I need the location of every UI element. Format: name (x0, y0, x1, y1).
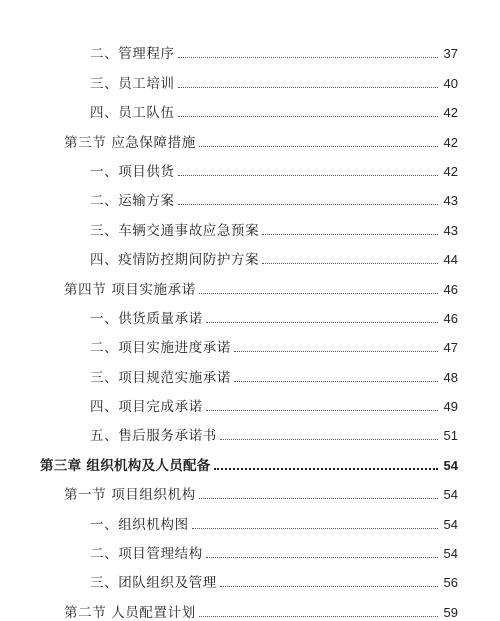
toc-entry[interactable] (0, 386, 500, 415)
dot-leader (214, 468, 438, 470)
toc-page-number: 42 (443, 163, 458, 179)
dot-leader (220, 586, 438, 587)
dot-leader (262, 234, 438, 235)
toc-entry-title: 五、售后服务承诺书 (90, 428, 217, 445)
toc-entry-title: 三、车辆交通事故应急预案 (90, 222, 260, 239)
dot-leader (206, 557, 438, 558)
toc-entry-title: 二、管理程序 (90, 46, 175, 63)
toc-entry[interactable] (0, 356, 500, 385)
toc-page-number: 51 (443, 428, 458, 444)
toc-entry-title: 一、供货质量承诺 (90, 310, 203, 327)
toc-page-number: 37 (443, 46, 458, 62)
toc-page-number: 54 (443, 516, 458, 532)
toc-entry[interactable] (0, 151, 500, 180)
toc-page-number: 43 (443, 222, 458, 238)
toc-entry-title: 第三章 组织机构及人员配备 (40, 457, 211, 474)
dot-leader (234, 381, 438, 382)
dot-leader (262, 263, 438, 264)
toc-page-number: 43 (443, 193, 458, 209)
dot-leader (199, 498, 438, 499)
toc-entry-title: 第三节 应急保障措施 (64, 134, 196, 151)
toc-entry[interactable] (0, 298, 500, 327)
toc-entry[interactable] (0, 33, 500, 62)
toc-page-number: 46 (443, 281, 458, 297)
toc-entry-title: 二、项目实施进度承诺 (90, 340, 231, 357)
toc-entry-title: 二、运输方案 (90, 193, 175, 210)
toc-entry-title: 一、项目供货 (90, 163, 175, 180)
table-of-contents (0, 33, 500, 621)
toc-page-number: 48 (443, 369, 458, 385)
toc-entry[interactable] (0, 533, 500, 562)
toc-entry[interactable] (0, 239, 500, 268)
toc-page-number: 54 (443, 487, 458, 503)
toc-page-number: 46 (443, 310, 458, 326)
toc-entry-title: 第四节 项目实施承诺 (64, 281, 196, 298)
toc-entry-title: 第一节 项目组织机构 (64, 487, 196, 504)
dot-leader (199, 293, 438, 294)
toc-section-entry[interactable] (0, 121, 500, 150)
toc-page-number: 44 (443, 252, 458, 268)
toc-page-number: 49 (443, 399, 458, 415)
toc-page-number: 54 (443, 546, 458, 562)
toc-page-number: 59 (443, 604, 458, 620)
toc-page-number: 56 (443, 575, 458, 591)
toc-page-number: 40 (443, 75, 458, 91)
dot-leader (178, 116, 438, 117)
toc-section-entry[interactable] (0, 268, 500, 297)
toc-entry-title: 二、项目管理结构 (90, 546, 203, 563)
dot-leader (178, 87, 438, 88)
toc-entry[interactable] (0, 209, 500, 238)
toc-entry[interactable] (0, 62, 500, 91)
dot-leader (178, 57, 438, 58)
toc-entry-title: 三、项目规范实施承诺 (90, 369, 231, 386)
toc-page-number: 42 (443, 105, 458, 121)
dot-leader (178, 204, 438, 205)
toc-entry[interactable] (0, 180, 500, 209)
toc-page-number: 47 (443, 340, 458, 356)
toc-entry[interactable] (0, 415, 500, 444)
toc-page-number: 42 (443, 134, 458, 150)
toc-entry[interactable] (0, 562, 500, 591)
dot-leader (206, 410, 438, 411)
dot-leader (192, 528, 438, 529)
toc-section-entry[interactable] (0, 591, 500, 620)
toc-chapter-entry[interactable] (0, 444, 500, 473)
toc-entry-title: 三、团队组织及管理 (90, 575, 217, 592)
dot-leader (234, 351, 438, 352)
toc-page-number: 54 (443, 457, 458, 473)
dot-leader (199, 616, 438, 617)
toc-entry[interactable] (0, 92, 500, 121)
dot-leader (199, 146, 438, 147)
toc-section-entry[interactable] (0, 474, 500, 503)
dot-leader (178, 175, 438, 176)
toc-entry[interactable] (0, 503, 500, 532)
toc-entry-title: 四、疫情防控期间防护方案 (90, 252, 260, 269)
toc-entry-title: 四、项目完成承诺 (90, 399, 203, 416)
toc-entry[interactable] (0, 327, 500, 356)
toc-entry-title: 第二节 人员配置计划 (64, 604, 196, 621)
dot-leader (206, 322, 438, 323)
dot-leader (220, 439, 438, 440)
toc-entry-title: 一、组织机构图 (90, 516, 189, 533)
toc-entry-title: 四、员工队伍 (90, 105, 175, 122)
toc-entry-title: 三、员工培训 (90, 75, 175, 92)
